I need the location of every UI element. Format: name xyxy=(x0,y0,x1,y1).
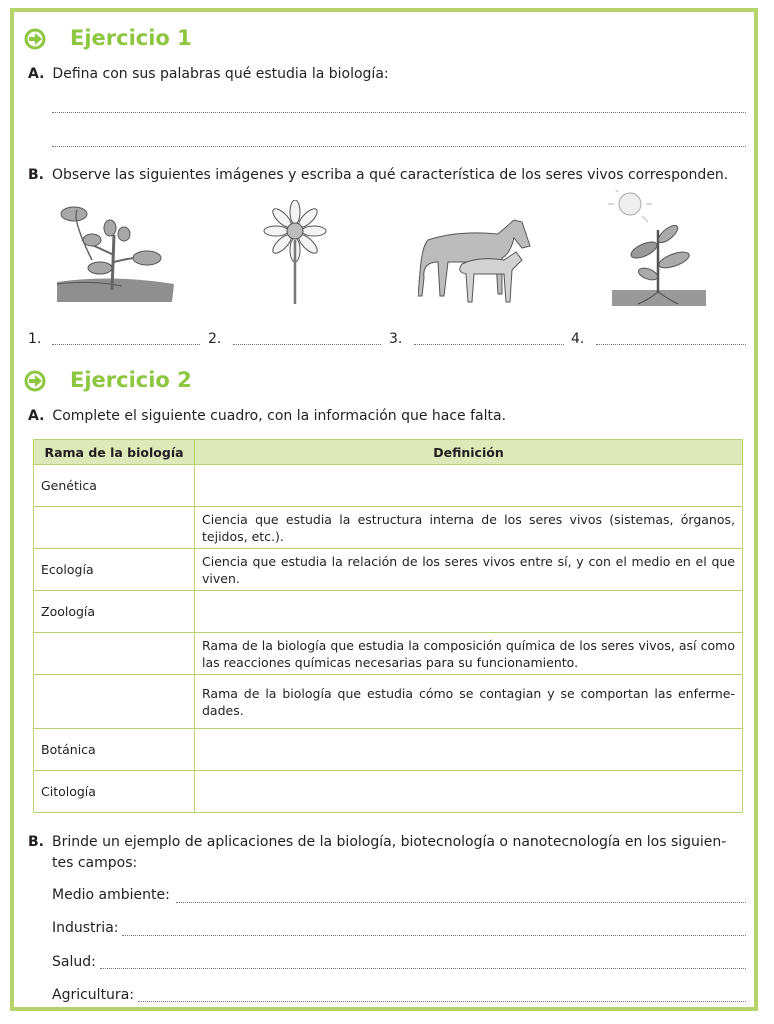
table-cell-definition[interactable] xyxy=(195,465,743,507)
question-1a: A. Defina con sus palabras qué estudia la biología: xyxy=(28,66,389,82)
answer-line[interactable] xyxy=(100,968,746,969)
question-2b-continued: tes campos: xyxy=(52,855,138,871)
plant-sun-image xyxy=(608,190,708,308)
table-cell-branch[interactable] xyxy=(34,507,195,549)
answer-line[interactable] xyxy=(596,344,746,345)
answer-line[interactable] xyxy=(52,146,746,147)
arrow-circle-icon xyxy=(24,370,46,392)
answer-line[interactable] xyxy=(52,112,746,113)
table-cell-definition[interactable]: Ciencia que estudia la estructura interna de los seres vivos (sistemas, órganos, tejidos, etc.). xyxy=(195,507,743,549)
table-header: Rama de la biología xyxy=(34,440,195,465)
answer-line[interactable] xyxy=(233,344,381,345)
table-cell-branch[interactable]: Genética xyxy=(34,465,195,507)
answer-line[interactable] xyxy=(176,902,746,903)
answer-number: 1. xyxy=(28,331,42,347)
table-cell-definition[interactable]: Rama de la biología que estudia cómo se contagian y se comportan las enferme-dades. xyxy=(195,675,743,729)
table-cell-definition[interactable] xyxy=(195,729,743,771)
table-cell-definition[interactable] xyxy=(195,771,743,813)
answer-line[interactable] xyxy=(138,1001,746,1002)
table-header: Definición xyxy=(195,440,743,465)
table-cell-branch[interactable]: Botánica xyxy=(34,729,195,771)
answer-line[interactable] xyxy=(52,344,200,345)
daisy-flower-image xyxy=(255,200,335,306)
answer-number: 2. xyxy=(208,331,222,347)
field-label: Agricultura: xyxy=(52,987,134,1003)
arrow-circle-icon xyxy=(24,28,46,50)
question-2b: B. Brinde un ejemplo de aplicaciones de la biología, biotecnología o nanotecnología en los siguien- xyxy=(28,834,727,850)
field-label: Medio ambiente: xyxy=(52,887,170,903)
answer-line[interactable] xyxy=(122,935,746,936)
table-cell-definition[interactable]: Rama de la biología que estudia la composición química de los seres vivos, así como las reacciones químicas necesarias para su funcionamiento. xyxy=(195,633,743,675)
table-cell-definition[interactable] xyxy=(195,591,743,633)
answer-number: 4. xyxy=(571,331,585,347)
table-cell-branch[interactable] xyxy=(34,633,195,675)
biology-branches-table xyxy=(33,439,743,813)
table-cell-definition[interactable]: Ciencia que estudia la relación de los seres vivos entre sí, y con el medio en el que viven. xyxy=(195,549,743,591)
table-cell-branch[interactable]: Zoología xyxy=(34,591,195,633)
exercise-2-title: Ejercicio 2 xyxy=(70,368,192,392)
table-cell-branch[interactable]: Citología xyxy=(34,771,195,813)
question-1b: B. Observe las siguientes imágenes y escriba a qué característica de los seres vivos corresponden. xyxy=(28,167,729,183)
exercise-1-title: Ejercicio 1 xyxy=(70,26,192,50)
table-cell-branch[interactable] xyxy=(34,675,195,729)
field-label: Industria: xyxy=(52,920,119,936)
plant-growth-image xyxy=(52,200,177,305)
question-2a: A. Complete el siguiente cuadro, con la información que hace falta. xyxy=(28,408,507,424)
answer-line[interactable] xyxy=(414,344,564,345)
answer-number: 3. xyxy=(389,331,403,347)
table-cell-branch[interactable]: Ecología xyxy=(34,549,195,591)
horse-and-foal-image xyxy=(418,212,538,308)
field-label: Salud: xyxy=(52,954,96,970)
